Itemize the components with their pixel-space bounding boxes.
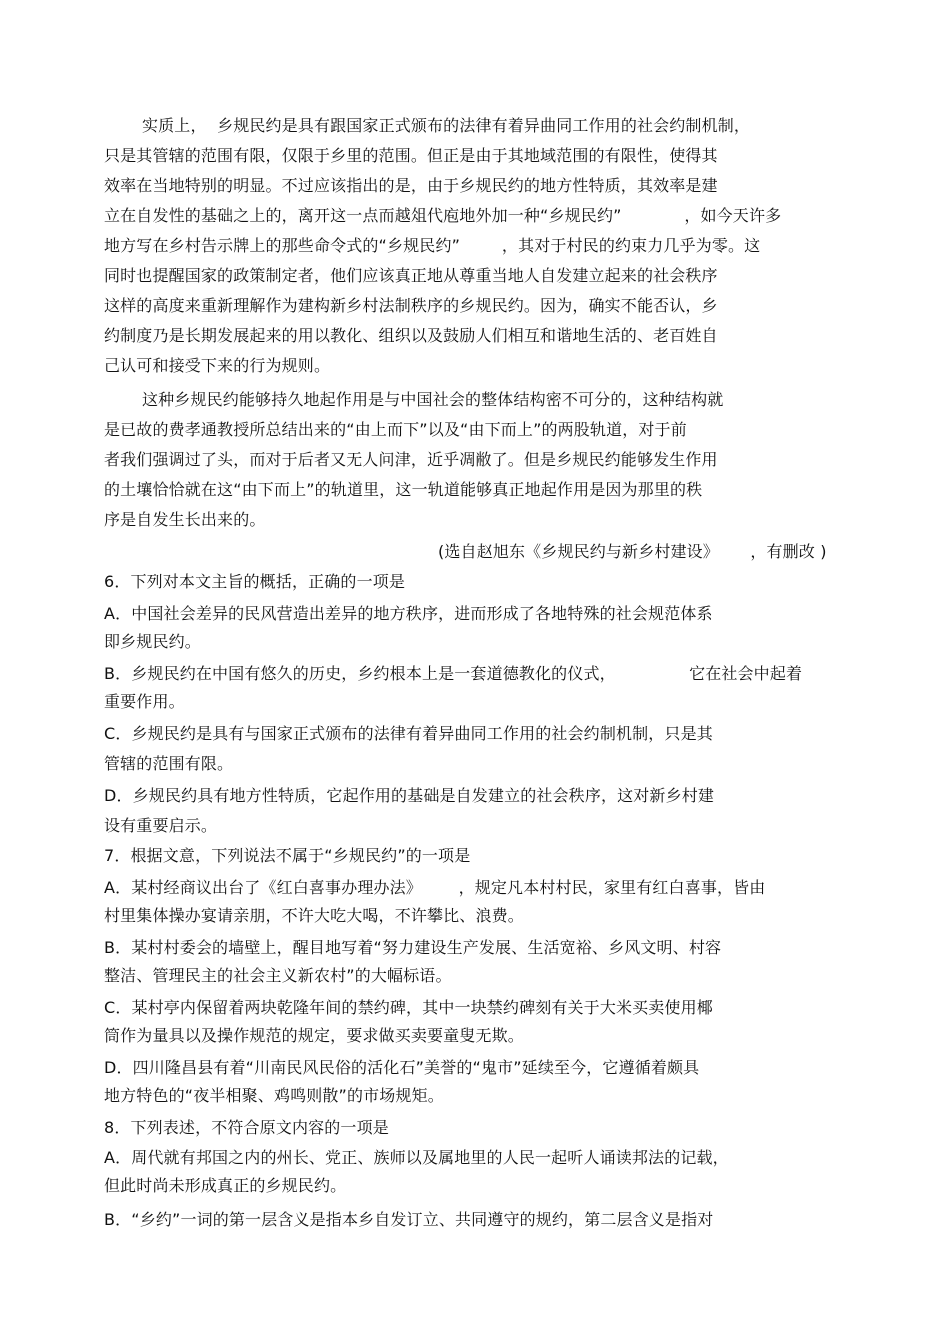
question-7-option-c-line2: 筒作为量具以及操作规范的规定，要求做买卖要童叟无欺。 (104, 1026, 524, 1045)
question-6-stem: 6．下列对本文主旨的概括，正确的一项是 (104, 572, 406, 591)
passage-p2-line3: 者我们强调过了头，而对于后者又无人问津，近乎凋敝了。但是乡规民约能够发生作用 (104, 450, 718, 469)
question-6-option-c-line2: 管辖的范围有限。 (104, 754, 234, 773)
passage-p2-line4: 的土壤恰恰就在这“由下而上”的轨道里，这一轨道能够真正地起作用是因为那里的秩 (104, 480, 703, 499)
question-7-option-d-line1: D．四川隆昌县有着“川南民风民俗的活化石”美誉的“鬼市”延续至今，它遵循着颇具 (104, 1058, 700, 1077)
passage-p1-line6: 同时也提醒国家的政策制定者，他们应该真正地从尊重当地人自发建立起来的社会秩序 (104, 266, 718, 285)
passage-p1-line5: 地方写在乡村告示牌上的那些命令式的“乡规民约” ，其对于村民的约束力几乎为零。这 (104, 236, 761, 255)
passage-p2-line2: 是已故的费孝通教授所总结出来的“由上而下”以及“由下而上”的两股轨道，对于前 (104, 420, 687, 439)
question-7-option-b-line2: 整洁、管理民主的社会主义新农村”的大幅标语。 (104, 966, 452, 985)
question-6-option-d-line2: 设有重要启示。 (104, 816, 218, 835)
question-6-option-c-line1: C．乡规民约是具有与国家正式颁布的法律有着异曲同工作用的社会约制机制，只是其 (104, 724, 713, 743)
question-7-option-a-line2: 村里集体操办宴请亲朋，不许大吃大喝，不许攀比、浪费。 (104, 906, 524, 925)
question-8-option-b-line1: B．“乡约”一词的第一层含义是指本乡自发订立、共同遵守的规约，第二层含义是指对 (104, 1210, 714, 1229)
question-6-option-b-line1: B．乡规民约在中国有悠久的历史，乡约根本上是一套道德教化的仪式， 它在社会中起着 (104, 664, 803, 683)
question-7-stem: 7．根据文意，下列说法不属于“乡规民约”的一项是 (104, 846, 471, 865)
passage-p1-line1: 实质上， 乡规民约是具有跟国家正式颁布的法律有着异曲同工作用的社会约制机制， (142, 116, 751, 135)
passage-p1-line4: 立在自发性的基础之上的，离开这一点而越俎代庖地外加一种“乡规民约” ，如今天许多 (104, 206, 782, 225)
question-6-option-a-line1: A．中国社会差异的民风营造出差异的地方秩序，进而形成了各地特殊的社会规范体系 (104, 604, 713, 623)
question-8-option-a-line2: 但此时尚未形成真正的乡规民约。 (104, 1176, 347, 1195)
question-7-option-c-line1: C．某村亭内保留着两块乾隆年间的禁约碑，其中一块禁约碑刻有关于大米买卖使用椰 (104, 998, 713, 1017)
passage-p1-line7: 这样的高度来重新理解作为建构新乡村法制秩序的乡规民约。因为，确实不能否认，乡 (104, 296, 718, 315)
passage-p2-line5: 序是自发生长出来的。 (104, 510, 266, 529)
question-8-option-a-line1: A．周代就有邦国之内的州长、党正、族师以及属地里的人民一起听人诵读邦法的记载， (104, 1148, 729, 1167)
source-citation: (选自赵旭东《乡规民约与新乡村建设》 ，有删改 ) (438, 542, 827, 561)
question-8-stem: 8．下列表述，不符合原文内容的一项是 (104, 1118, 389, 1137)
passage-p1-line9: 己认可和接受下来的行为规则。 (104, 356, 331, 375)
question-7-option-a-line1: A．某村经商议出台了《红白喜事办理办法》 ，规定凡本村村民，家里有红白喜事，皆由 (104, 878, 766, 897)
question-7-option-d-line2: 地方特色的“夜半相聚、鸡鸣则散”的市场规矩。 (104, 1086, 444, 1105)
question-6-option-b-line2: 重要作用。 (104, 692, 185, 711)
passage-p2-line1: 这种乡规民约能够持久地起作用是与中国社会的整体结构密不可分的，这种结构就 (142, 390, 724, 409)
question-6-option-a-line2: 即乡规民约。 (104, 632, 201, 651)
question-6-option-d-line1: D．乡规民约具有地方性特质，它起作用的基础是自发建立的社会秩序，这对新乡村建 (104, 786, 715, 805)
passage-p1-line3: 效率在当地特别的明显。不过应该指出的是，由于乡规民约的地方性特质，其效率是建 (104, 176, 718, 195)
question-7-option-b-line1: B．某村村委会的墙壁上，醒目地写着“努力建设生产发展、生活宽裕、乡风文明、村容 (104, 938, 722, 957)
passage-p1-line2: 只是其管辖的范围有限，仅限于乡里的范围。但正是由于其地域范围的有限性，使得其 (104, 146, 718, 165)
passage-p1-line8: 约制度乃是长期发展起来的用以教化、组织以及鼓励人们相互和谐地生活的、老百姓自 (104, 326, 718, 345)
